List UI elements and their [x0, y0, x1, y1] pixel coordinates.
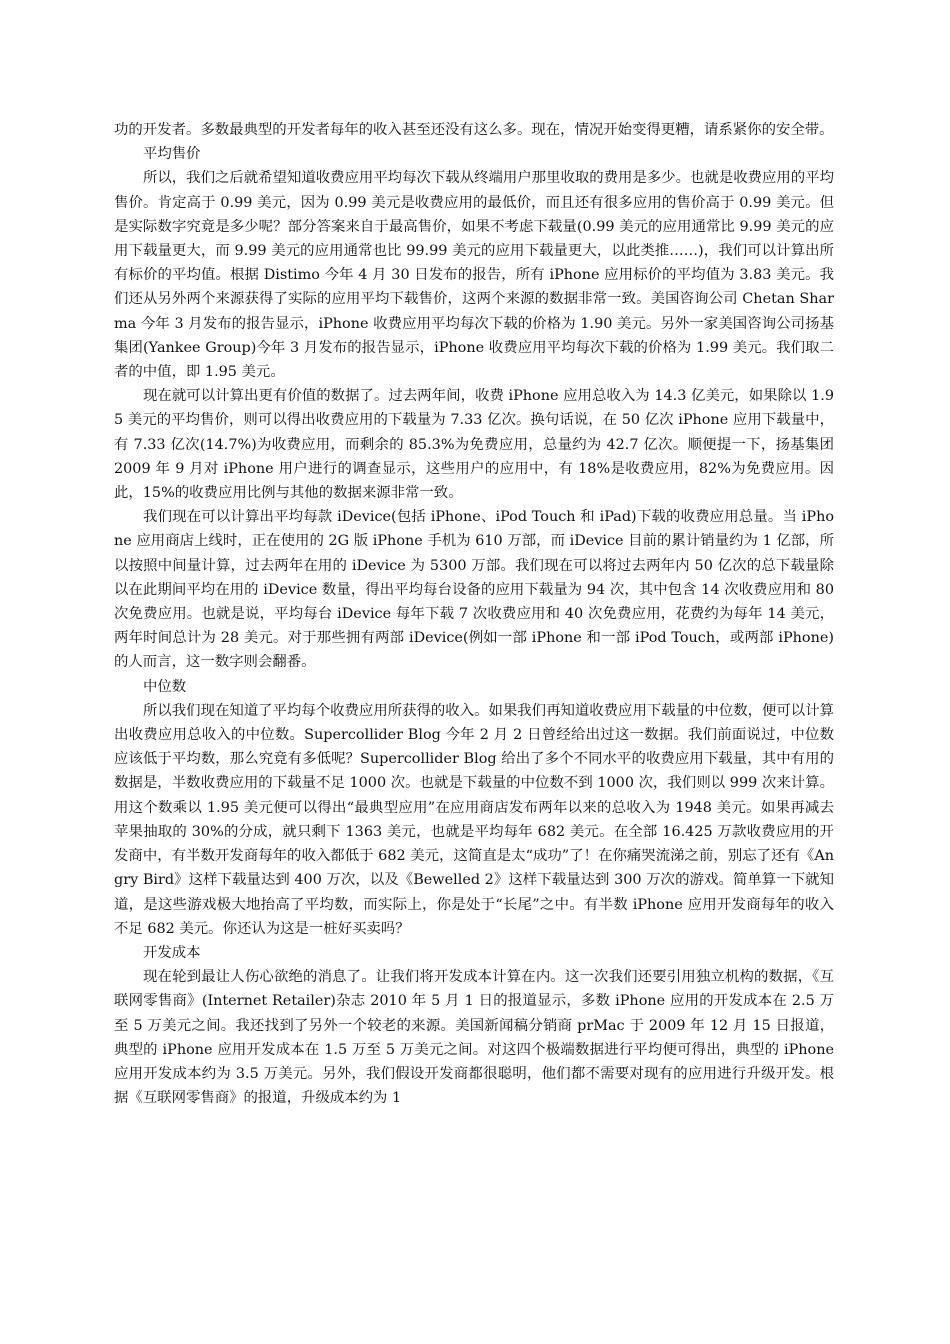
- paragraph-development-cost: 现在轮到最让人伤心欲绝的消息了。让我们将开发成本计算在内。这一次我们还要引用独立机构的数据，《互联网零售商》(Internet Retailer)杂志 2010 年 5 月 1 日的报道显示，多数 iPhone 应用的开发成本在 2.5 万至 5 万美元之间。我还找到了另外一个较老的来源。美国新闻稿分销商 prMac 于 2009 年 12 月 15 日报道，典型的 iPhone 应用开发成本在 1.5 万至 5 万美元之间。对这四个极端数据进行平均便可得出，典型的 iPhone 应用开发成本约为 3.5 万美元。另外，我们假设开发商都很聪明，他们都不需要对现有的应用进行升级开发。根据《互联网零售商》的报道，升级成本约为 1: [114, 969, 834, 1107]
- paragraph-intro: 功的开发者。多数最典型的开发者每年的收入甚至还没有这么多。现在，情况开始变得更糟，请系紧你的安全带。: [114, 122, 834, 138]
- document-page: [114, 118, 834, 1110]
- paragraph-per-device: 我们现在可以计算出平均每款 iDevice(包括 iPhone、iPod Touch 和 iPad)下载的收费应用总量。当 iPhone 应用商店上线时，正在使用的 2G 版 iPhone 手机为 610 万部，而 iDevice 目前的累计销量约为 1 亿部，所以按照中间量计算，过去两年在用的 iDevice 为 5300 万部。我们现在可以将过去两年内 50 亿次的总下载量除以在此期间平均在用的 iDevice 数量，得出平均每台设备的应用下载量为 94 次，其中包含 14 次收费应用和 80 次免费应用。也就是说，平均每台 iDevice 每年下载 7 次收费应用和 40 次免费应用，花费约为每年 14 美元，两年时间总计为 28 美元。对于那些拥有两部 iDevice(例如一部 iPhone 和一部 iPod Touch，或两部 iPhone)的人而言，这一数字则会翻番。: [114, 509, 834, 671]
- section-heading-development-cost: 开发成本: [143, 944, 201, 961]
- section-heading-median: 中位数: [143, 678, 187, 695]
- paragraph-median: 所以我们现在知道了平均每个收费应用所获得的收入。如果我们再知道收费应用下载量的中位数，便可以计算出收费应用总收入的中位数。Supercollider Blog 今年 2 月 2 日曾经给出过这一数据。我们前面说过，中位数应该低于平均数，那么究竟有多低呢？Supercollider Blog 给出了多个不同水平的收费应用下载量，其中有用的数据是，半数收费应用的下载量不足 1000 次。也就是下载量的中位数不到 1000 次，我们则以 999 次来计算。用这个数乘以 1.95 美元便可以得出“最典型应用”在应用商店发布两年以来的总收入为 1948 美元。如果再减去苹果抽取的 30%的分成，就只剩下 1363 美元，也就是平均每年 682 美元。在全部 16.425 万款收费应用的开发商中，有半数开发商每年的收入都低于 682 美元，这简直是太“成功”了！在你痛哭流涕之前，别忘了还有《Angry Bird》这样下载量达到 400 万次，以及《Bewelled 2》这样下载量达到 300 万次的游戏。简单算一下就知道，是这些游戏极大地抬高了平均数，而实际上，你是处于“长尾”之中。有半数 iPhone 应用开发商每年的收入不足 682 美元。你还认为这是一桩好买卖吗？: [114, 702, 834, 937]
- section-heading-average-price: 平均售价: [143, 146, 201, 163]
- paragraph-download-volume: 现在就可以计算出更有价值的数据了。过去两年间，收费 iPhone 应用总收入为 14.3 亿美元，如果除以 1.95 美元的平均售价，则可以得出收费应用的下载量为 7.33 亿次。换句话说，在 50 亿次 iPhone 应用下载量中，有 7.33 亿次(14.7%)为收费应用，而剩余的 85.3%为免费应用，总量约为 42.7 亿次。顺便提一下，扬基集团 2009 年 9 月对 iPhone 用户进行的调查显示，这些用户的应用中，有 18%是收费应用，82%为免费应用。因此，15%的收费应用比例与其他的数据来源非常一致。: [114, 388, 834, 502]
- paragraph-average-price: 所以，我们之后就希望知道收费应用平均每次下载从终端用户那里收取的费用是多少。也就是收费应用的平均售价。肯定高于 0.99 美元，因为 0.99 美元是收费应用的最低价，而且还有很多应用的售价高于 0.99 美元。但是实际数字究竟是多少呢？部分答案来自于最高售价，如果不考虑下载量(0.99 美元的应用通常比 9.99 美元的应用下载量更大，而 9.99 美元的应用通常也比 99.99 美元的应用下载量更大，以此类推……)，我们可以计算出所有标价的平均值。根据 Distimo 今年 4 月 30 日发布的报告，所有 iPhone 应用标价的平均值为 3.83 美元。我们还从另外两个来源获得了实际的应用平均下载售价，这两个来源的数据非常一致。美国咨询公司 Chetan Sharma 今年 3 月发布的报告显示，iPhone 收费应用平均每次下载的价格为 1.90 美元。另外一家美国咨询公司扬基集团(Yankee Group)今年 3 月发布的报告显示，iPhone 收费应用平均每次下载的价格为 1.99 美元。我们取二者的中值，即 1.95 美元。: [114, 170, 834, 381]
